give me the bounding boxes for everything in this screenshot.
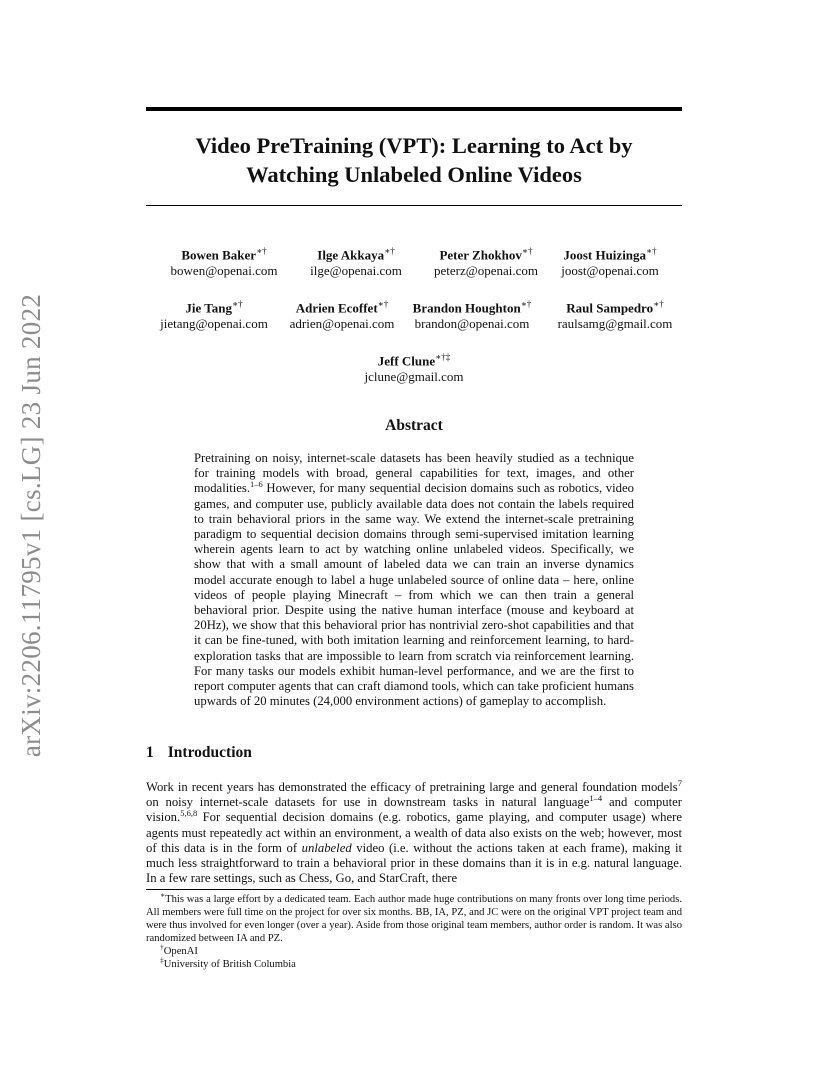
author-block bbox=[283, 243, 429, 279]
footnote-text: University of British Columbia bbox=[163, 959, 296, 970]
author-affiliation-marks: ∗†‡ bbox=[435, 352, 451, 362]
paper-title-line-1: Video PreTraining (VPT): Learning to Act by bbox=[195, 133, 633, 158]
footnotes bbox=[146, 890, 682, 971]
author-email: adrien@openai.com bbox=[289, 316, 395, 332]
author-affiliation-marks: ∗† bbox=[256, 246, 267, 256]
intro-text: video (i.e. without the actions taken at each frame), making it much less straightforward to train a behavioral prior in these domains than it is in e.g. natural language. In a few rare settings, such as Chess, Go, and StarCraft, there bbox=[146, 840, 682, 886]
footnote-rule bbox=[146, 889, 360, 890]
intro-text: on noisy internet-scale datasets for use in downstream tasks in natural language bbox=[146, 795, 590, 810]
section-heading-introduction bbox=[146, 744, 682, 762]
author-affiliation-marks: ∗† bbox=[653, 299, 664, 309]
intro-text: For sequential decision domains (e.g. robotics, game playing, and computer usage) where agents must repeatedly act within an environment, a wealth of data also exists on the web; however, most of this data is in the form of bbox=[146, 810, 682, 855]
author-block bbox=[536, 243, 684, 279]
title-bottom-rule bbox=[146, 205, 682, 206]
intro-citation: 7 bbox=[677, 777, 682, 788]
author-name: Brandon Houghton bbox=[412, 300, 521, 316]
footnote-mark: ∗ bbox=[160, 890, 166, 900]
abstract-heading: Abstract bbox=[385, 417, 443, 434]
footnote-mark: ‡ bbox=[160, 955, 164, 965]
intro-citation: 1–4 bbox=[589, 792, 603, 803]
author-email: jclune@gmail.com bbox=[364, 369, 464, 385]
author-name: Raul Sampedro bbox=[566, 300, 654, 316]
footnote-contributions bbox=[146, 890, 682, 945]
author-email: raulsamg@gmail.com bbox=[557, 316, 673, 332]
author-email: bowen@openai.com bbox=[170, 263, 278, 279]
author-email: peterz@openai.com bbox=[433, 263, 538, 279]
author-block bbox=[140, 296, 288, 332]
footnote-mark: † bbox=[160, 942, 164, 952]
footnote-text: This was a large effort by a dedicated team. Each author made huge contributions on many fronts over long time periods. All members were full time on the project for over six months. BB, IA, PZ, and JC were on the original VPT project team and were thus involved for even longer (over a year). Aside from those original team members, author order is random. It was also randomized between IA and PZ. bbox=[146, 894, 682, 944]
author-name: Jeff Clune bbox=[377, 353, 436, 369]
abstract-citation: 1–6 bbox=[250, 479, 263, 490]
paper-title-line-2: Watching Unlabeled Online Videos bbox=[246, 162, 582, 187]
intro-text: and computer vision. bbox=[146, 795, 683, 825]
section-title: Introduction bbox=[167, 744, 252, 761]
abstract-text-part-1: Pretraining on noisy, internet-scale datasets has been heavily studied as a technique for training models with broad, general capabilities for text, images, and other modalities. bbox=[194, 451, 634, 496]
author-name: Adrien Ecoffet bbox=[295, 300, 378, 316]
footnote-text: OpenAI bbox=[163, 946, 198, 957]
paper-title bbox=[146, 131, 682, 189]
intro-emphasis: unlabeled bbox=[301, 840, 352, 855]
author-email: brandon@openai.com bbox=[414, 316, 530, 332]
abstract-paragraph bbox=[194, 451, 634, 709]
footnote-affiliation-ubc bbox=[146, 955, 682, 971]
footnote-affiliation-openai bbox=[146, 942, 682, 958]
author-affiliation-marks: ∗† bbox=[231, 299, 243, 309]
intro-citation: 5,6,8 bbox=[180, 808, 198, 819]
author-affiliation-marks: ∗† bbox=[521, 246, 533, 256]
author-affiliation-marks: ∗† bbox=[520, 299, 532, 309]
abstract-text-part-2: However, for many sequential decision domains such as robotics, video games, and computer use, publicly available data does not contain the labels required to train behavioral priors in the same way. We extend the internet-scale pretraining paradigm to sequential decision domains through semi-supervised imitation learning wherein agents learn to act by watching online unlabeled videos. Specifically, we show that with a small amount of labeled data we can train an inverse dynamics model accurate enough to label a huge unlabeled source of online data – here, online videos of people playing Minecraft – from which we can then train a general behavioral prior. Despite using the native human interface (mouse and keyboard at 20Hz), we show that this behavioral prior has nontrivial zero-shot capabilities and that it can be fine-tuned, with both imitation learning and reinforcement learning, to hard-exploration tasks that are impossible to learn from scratch via reinforcement learning. For many tasks our models exhibit human-level performance, and we are the first to report computer agents that can craft diamond tools, which can take proficient humans upwards of 20 minutes (24,000 environment actions) of gameplay to accomplish. bbox=[194, 481, 634, 709]
author-block bbox=[150, 243, 298, 279]
arxiv-identifier-stamp bbox=[12, 290, 52, 760]
author-name: Bowen Baker bbox=[181, 247, 257, 263]
intro-text: Work in recent years has demonstrated the efficacy of pretraining large and general foundation models bbox=[146, 780, 678, 794]
author-affiliation-marks: ∗† bbox=[646, 246, 657, 256]
author-block bbox=[392, 296, 552, 332]
author-name: Joost Huizinga bbox=[563, 247, 647, 263]
author-email: jietang@openai.com bbox=[160, 316, 268, 332]
title-top-rule bbox=[146, 107, 682, 111]
section-number: 1 bbox=[146, 744, 154, 761]
arxiv-identifier-text: arXiv:2206.11795v1 [cs.LG] 23 Jun 2022 bbox=[16, 293, 47, 757]
author-name: Ilge Akkaya bbox=[317, 247, 385, 263]
author-affiliation-marks: ∗† bbox=[384, 246, 395, 256]
introduction-paragraph bbox=[146, 777, 683, 886]
author-email: joost@openai.com bbox=[561, 263, 659, 279]
author-affiliation-marks: ∗† bbox=[377, 299, 389, 309]
author-name: Jie Tang bbox=[185, 300, 232, 316]
author-block bbox=[540, 296, 690, 332]
author-name: Peter Zhokhov bbox=[439, 247, 522, 263]
author-email: ilge@openai.com bbox=[310, 263, 402, 279]
author-block bbox=[340, 349, 488, 385]
